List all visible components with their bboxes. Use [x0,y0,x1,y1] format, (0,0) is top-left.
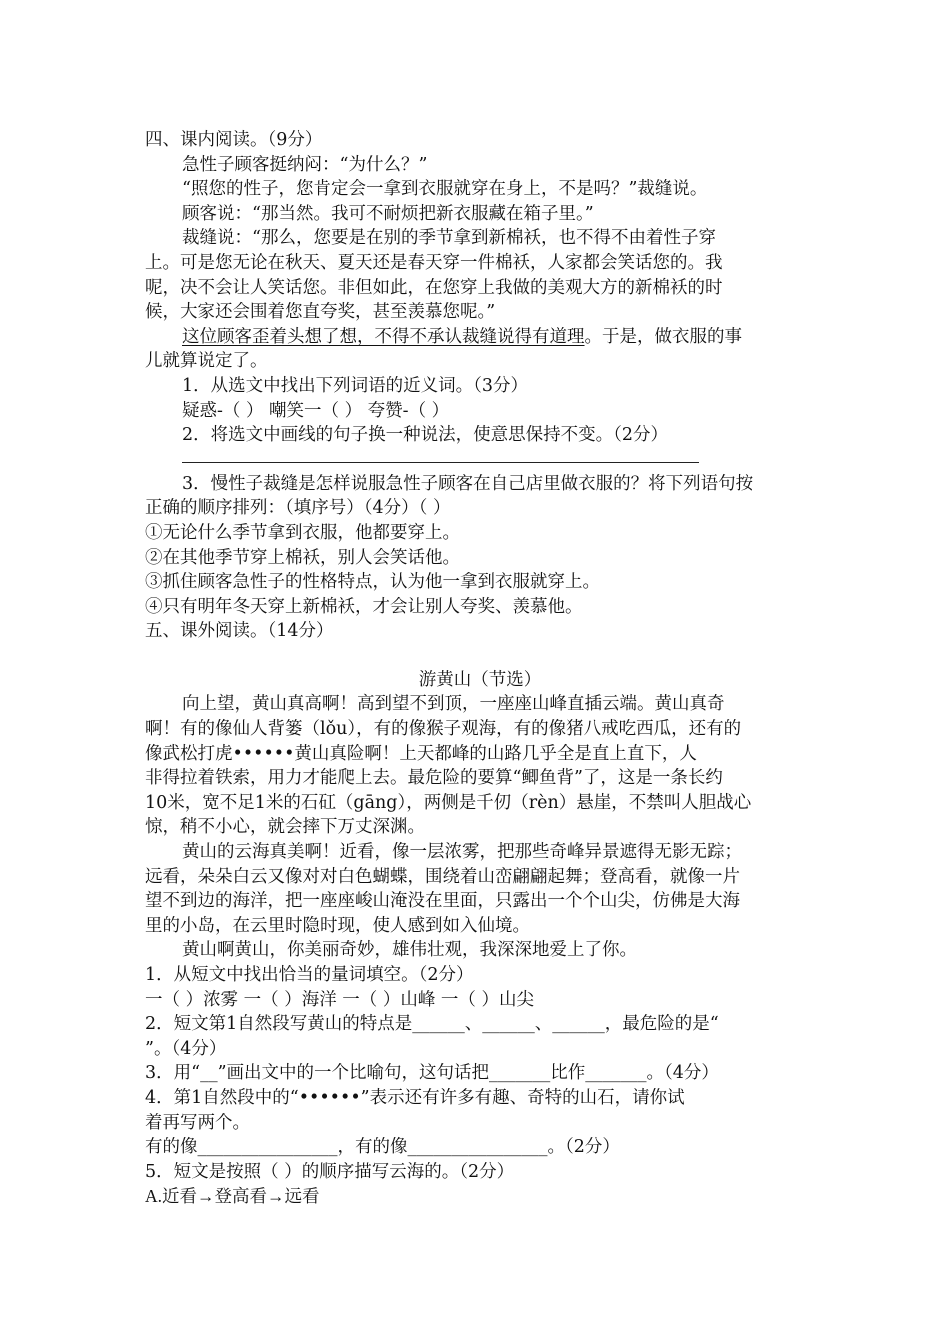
paragraph-line: 裁缝说：“那么，您要是在别的季节拿到新棉袄，也不得不由着性子穿 [182,228,716,249]
question-1: 1．从短文中找出恰当的量词填空。（2分） [145,965,474,985]
question-4-blanks: 有的像________________，有的像________________。（2分） [145,1137,620,1158]
article-line: 非得拉着铁索，用力才能爬上去。最危险的要算“鲫鱼背”了，这是一条长约 [145,768,723,789]
paragraph: “照您的性子，您肯定会一拿到衣服就穿在身上，不是吗？”裁缝说。 [182,179,708,200]
article-line: 像武松打虎••••••黄山真险啊！上天都峰的山路几乎全是直上直下，人 [145,743,697,764]
option-2: ②在其他季节穿上棉袄，别人会笑话他。 [145,547,460,568]
article-line: 远看，朵朵白云又像对对白色蝴蝶，围绕着山峦翩翩起舞；登高看，就像一片 [145,866,740,887]
question-4-line: 着再写两个。 [145,1112,250,1133]
paragraph-line [145,325,815,350]
underlined-sentence: 这位顾客歪着头想了想，不得不承认裁缝说得有道理 [182,326,585,347]
paragraph-line: 儿就算说定了。 [145,351,268,372]
section-four-heading: 四、课内阅读。（9分） [145,130,323,150]
paragraph: 顾客说：“那当然。我可不耐烦把新衣服藏在箱子里。” [182,203,594,224]
article-line: 黄山的云海真美啊！近看，像一层浓雾，把那些奇峰异景遮得无影无踪； [182,842,742,863]
answer-line [182,462,699,463]
question-5: 5．短文是按照（ ）的顺序描写云海的。（2分） [145,1161,515,1182]
article-line: 啊！有的像仙人背篓（lǒu），有的像猴子观海，有的像猪八戒吃西瓜，还有的 [145,719,742,740]
article-title: 游黄山（节选） [418,669,542,690]
option-1: ①无论什么季节拿到衣服，他都要穿上。 [145,522,460,543]
paragraph-text: 。于是，做衣服的事 [584,326,742,347]
article-line: 望不到边的海洋，把一座座峻山淹没在里面，只露出一个个山尖，仿佛是大海 [145,891,740,912]
question-1-blanks: 一（ ）浓雾 一（ ）海洋 一（ ）山峰 一（ ）山尖 [145,989,534,1010]
option-3: ③抓住顾客急性子的性格特点，认为他一拿到衣服就穿上。 [145,572,600,593]
article-line: 10米，宽不足1米的石矼（gāng），两侧是千仞（rèn）悬崖，不禁叫人胆战心 [145,792,752,813]
question-1-blanks: 疑惑-（ ） 嘲笑一（ ） 夸赞-（ ） [182,400,450,421]
question-1: 1．从选文中找出下列词语的近义词。（3分） [182,375,529,396]
option-4: ④只有明年冬天穿上新棉袄，才会让别人夸奖、羡慕他。 [145,596,583,617]
worksheet-page [145,128,815,1209]
paragraph-line: 呢，决不会让人笑话您。非但如此，在您穿上我做的美观大方的新棉袄的时 [145,277,723,298]
question-5-option-a: A.近看→登高看→远看 [145,1186,320,1207]
article-line: 里的小岛，在云里时隐时现，使人感到如入仙境。 [145,915,530,936]
section-five-heading: 五、课外阅读。（14分） [145,621,334,642]
question-2-line: ”。（4分） [145,1038,227,1059]
question-3: 3．用“__”画出文中的一个比喻句，这句话把_______比作_______。（4分） [145,1063,719,1084]
paragraph-line: 候，大家还会围着您直夸奖，甚至羡慕您呢。” [145,302,496,323]
paragraph: 急性子顾客挺纳闷：“为什么？” [182,154,428,175]
question-4: 4．第1自然段中的“••••••”表示还有许多有趣、奇特的山石，请你试 [145,1087,685,1108]
article-line: 黄山啊黄山，你美丽奇妙，雄伟壮观，我深深地爱上了你。 [182,940,637,961]
article-line: 向上望，黄山真高啊！高到望不到顶，一座座山峰直插云端。黄山真奇 [182,694,725,715]
question-3-line: 正确的顺序排列：（填序号）（4分）（ ） [145,498,451,519]
article-line: 惊，稍不小心，就会摔下万丈深渊。 [145,817,425,838]
paragraph-line: 上。可是您无论在秋天、夏天还是春天穿一件棉袄，人家都会笑话您的。我 [145,252,723,273]
question-2: 2．将选文中画线的句子换一种说法，使意思保持不变。（2分） [182,425,669,446]
question-2: 2．短文第1自然段写黄山的特点是______、______、______，最危险的是“ [145,1014,719,1035]
question-3: 3．慢性子裁缝是怎样说服急性子顾客在自己店里做衣服的？将下列语句按 [182,473,754,494]
